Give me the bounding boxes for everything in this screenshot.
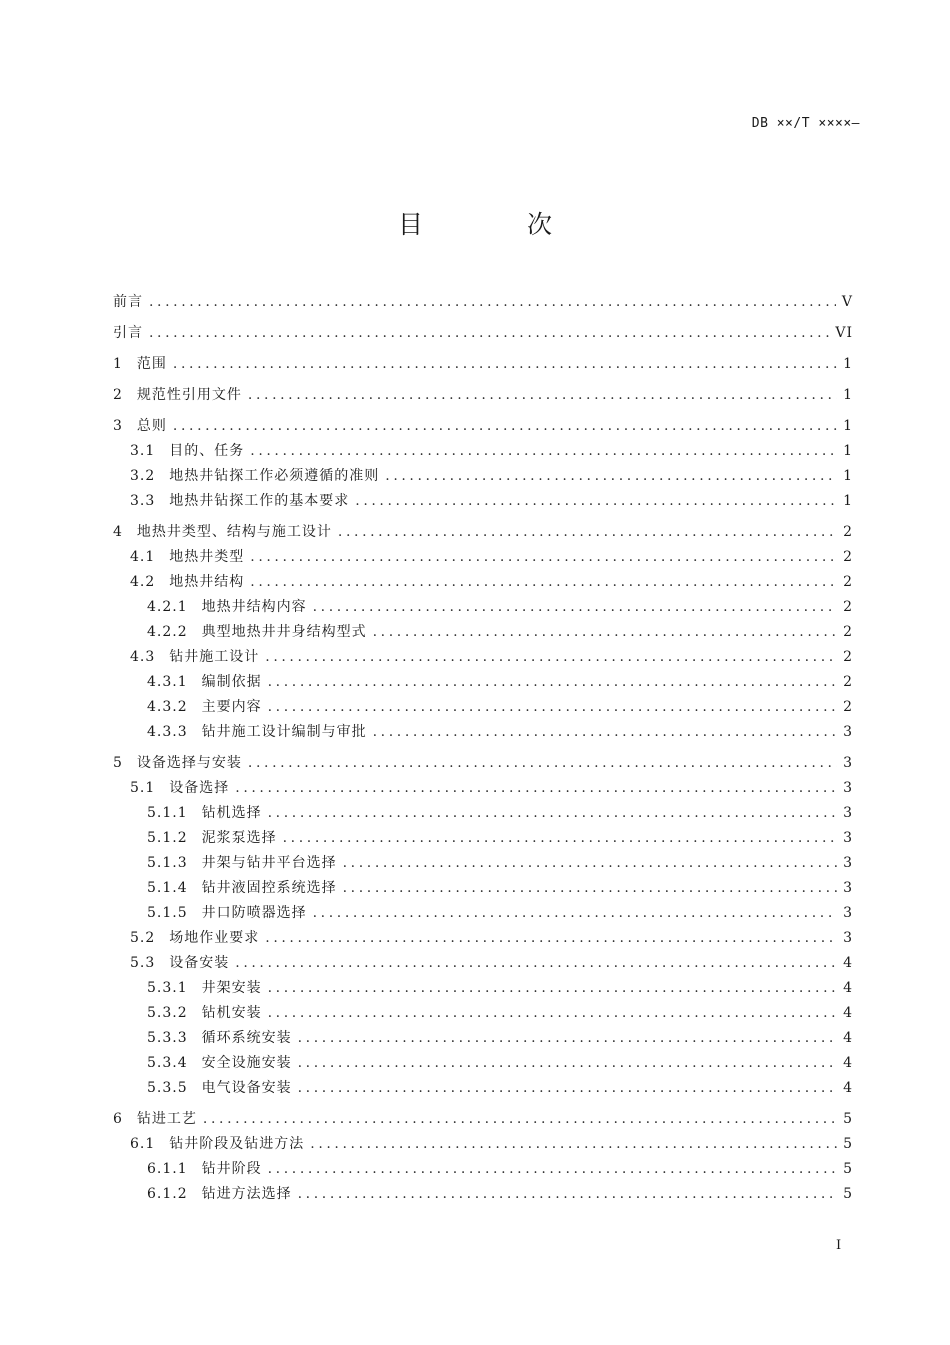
toc-entry-number: 5.1.3 bbox=[147, 855, 188, 871]
toc-entry[interactable] bbox=[113, 977, 853, 1002]
toc-entry-page: 3 bbox=[843, 805, 853, 821]
toc-entry-number: 5.1.1 bbox=[147, 805, 188, 821]
toc-entry-title: 钻井施工设计编制与审批 bbox=[201, 724, 367, 740]
toc-entry-title: 井架与钻井平台选择 bbox=[201, 855, 337, 871]
dot-leader bbox=[338, 524, 837, 540]
toc-entry[interactable] bbox=[113, 1052, 853, 1077]
toc-entry-title: 主要内容 bbox=[201, 699, 262, 715]
toc-entry[interactable] bbox=[113, 696, 853, 721]
toc-entry-number: 5.3.3 bbox=[147, 1030, 188, 1046]
dot-leader bbox=[283, 830, 837, 846]
toc-entry-page: 4 bbox=[843, 1055, 853, 1071]
toc-entry-page: 1 bbox=[843, 493, 853, 509]
dot-leader bbox=[268, 1005, 837, 1021]
toc-entry-title: 前言 bbox=[113, 294, 143, 310]
toc-entry-number: 5.2 bbox=[130, 930, 156, 946]
toc-entry[interactable] bbox=[113, 952, 853, 977]
toc-entry-title: 地热井类型、结构与施工设计 bbox=[136, 524, 332, 540]
toc-entry[interactable] bbox=[113, 291, 853, 316]
toc-entry-title: 钻井阶段及钻进方法 bbox=[169, 1136, 305, 1152]
dot-leader bbox=[268, 1161, 837, 1177]
toc-entry-page: 4 bbox=[843, 980, 853, 996]
toc-entry[interactable] bbox=[113, 521, 853, 546]
dot-leader bbox=[310, 1136, 837, 1152]
toc-entry-number: 4 bbox=[113, 524, 123, 540]
toc-entry-page: 4 bbox=[843, 1030, 853, 1046]
toc-entry-title: 目的、任务 bbox=[169, 443, 245, 459]
toc-entry-title: 总则 bbox=[136, 418, 167, 434]
dot-leader bbox=[385, 468, 837, 484]
dot-leader bbox=[298, 1055, 837, 1071]
toc-entry[interactable] bbox=[113, 802, 853, 827]
toc-entry[interactable] bbox=[113, 490, 853, 515]
toc-entry-page: 1 bbox=[843, 387, 853, 403]
dot-leader bbox=[298, 1080, 837, 1096]
toc-entry[interactable] bbox=[113, 827, 853, 852]
toc-entry-title: 地热井钻探工作的基本要求 bbox=[169, 493, 350, 509]
toc-entry[interactable] bbox=[113, 546, 853, 571]
toc-entry[interactable] bbox=[113, 877, 853, 902]
toc-entry-page: 1 bbox=[843, 356, 853, 372]
toc-entry-number: 5.3 bbox=[130, 955, 156, 971]
toc-entry-title: 井口防喷器选择 bbox=[201, 905, 307, 921]
dot-leader bbox=[373, 624, 837, 640]
toc-entry-title: 地热井结构 bbox=[169, 574, 245, 590]
toc-entry[interactable] bbox=[113, 1027, 853, 1052]
dot-leader bbox=[173, 356, 837, 372]
toc-entry-number: 6.1.2 bbox=[147, 1186, 188, 1202]
toc-entry-page: 2 bbox=[843, 699, 853, 715]
dot-leader bbox=[248, 387, 837, 403]
toc-entry-title: 设备选择 bbox=[169, 780, 230, 796]
toc-entry-number: 4.1 bbox=[130, 549, 156, 565]
dot-leader bbox=[149, 325, 829, 341]
dot-leader bbox=[235, 955, 837, 971]
toc-entry-page: 3 bbox=[843, 724, 853, 740]
toc-entry-page: 2 bbox=[843, 524, 853, 540]
toc-entry-title: 编制依据 bbox=[201, 674, 262, 690]
toc-entry-page: 2 bbox=[843, 549, 853, 565]
page-number: I bbox=[836, 1238, 842, 1253]
toc-entry-page: V bbox=[841, 294, 853, 310]
document-id: DB ××/T ××××— bbox=[751, 116, 860, 131]
toc-entry-number: 6.1.1 bbox=[147, 1161, 188, 1177]
dot-leader bbox=[298, 1030, 837, 1046]
toc-entry-page: 4 bbox=[843, 1080, 853, 1096]
dot-leader bbox=[343, 855, 837, 871]
page-title: 目 次 bbox=[398, 210, 600, 239]
toc-entry-page: 2 bbox=[843, 574, 853, 590]
toc-entry[interactable] bbox=[113, 1002, 853, 1027]
toc-entry-number: 1 bbox=[113, 356, 123, 372]
toc-entry[interactable] bbox=[113, 322, 853, 347]
dot-leader bbox=[298, 1186, 837, 1202]
toc-entry[interactable] bbox=[113, 1183, 853, 1208]
dot-leader bbox=[250, 549, 837, 565]
toc-entry-number: 4.3.1 bbox=[147, 674, 188, 690]
toc-entry[interactable] bbox=[113, 1108, 853, 1133]
toc-entry[interactable] bbox=[113, 440, 853, 465]
toc-entry-title: 钻进工艺 bbox=[136, 1111, 197, 1127]
dot-leader bbox=[268, 805, 837, 821]
dot-leader bbox=[248, 755, 837, 771]
toc-entry-title: 设备安装 bbox=[169, 955, 230, 971]
toc-entry-title: 钻机选择 bbox=[201, 805, 262, 821]
toc-entry-number: 3.3 bbox=[130, 493, 156, 509]
toc-entry-page: 2 bbox=[843, 674, 853, 690]
toc-entry-number: 6 bbox=[113, 1111, 123, 1127]
toc-entry[interactable] bbox=[113, 852, 853, 877]
toc-entry-number: 4.2.2 bbox=[147, 624, 188, 640]
toc-entry-number: 5.3.5 bbox=[147, 1080, 188, 1096]
toc-entry-page: 5 bbox=[843, 1186, 853, 1202]
toc-entry-number: 2 bbox=[113, 387, 123, 403]
toc-entry-page: 3 bbox=[843, 905, 853, 921]
toc-entry-number: 4.3.3 bbox=[147, 724, 188, 740]
toc-entry[interactable] bbox=[113, 415, 853, 440]
toc-entry-title: 引言 bbox=[113, 325, 143, 341]
dot-leader bbox=[265, 649, 837, 665]
toc-entry-page: 4 bbox=[843, 955, 853, 971]
toc-entry-title: 地热井钻探工作必须遵循的准则 bbox=[169, 468, 380, 484]
toc-entry-number: 4.3 bbox=[130, 649, 156, 665]
dot-leader bbox=[355, 493, 837, 509]
toc-entry-page: 2 bbox=[843, 649, 853, 665]
dot-leader bbox=[173, 418, 837, 434]
toc-entry-page: 3 bbox=[843, 880, 853, 896]
toc-entry-number: 4.3.2 bbox=[147, 699, 188, 715]
toc-entry-page: 1 bbox=[843, 468, 853, 484]
toc-entry-page: 5 bbox=[843, 1111, 853, 1127]
toc-entry-title: 规范性引用文件 bbox=[136, 387, 242, 403]
toc-entry-title: 钻井施工设计 bbox=[169, 649, 260, 665]
dot-leader bbox=[313, 905, 837, 921]
toc-entry-page: VI bbox=[835, 325, 853, 341]
toc-entry[interactable] bbox=[113, 902, 853, 927]
toc-entry-page: 2 bbox=[843, 624, 853, 640]
toc-entry[interactable] bbox=[113, 1077, 853, 1102]
toc-entry[interactable] bbox=[113, 721, 853, 746]
toc-entry-number: 6.1 bbox=[130, 1136, 156, 1152]
toc-entry-page: 5 bbox=[843, 1136, 853, 1152]
toc-entry[interactable] bbox=[113, 384, 853, 409]
toc-entry-title: 井架安装 bbox=[201, 980, 262, 996]
toc-entry[interactable] bbox=[113, 777, 853, 802]
toc-entry-page: 3 bbox=[843, 780, 853, 796]
toc-entry-title: 钻井阶段 bbox=[201, 1161, 262, 1177]
toc-entry-number: 3.1 bbox=[130, 443, 156, 459]
toc-entry-page: 2 bbox=[843, 599, 853, 615]
dot-leader bbox=[203, 1111, 837, 1127]
toc-entry-title: 地热井类型 bbox=[169, 549, 245, 565]
dot-leader bbox=[268, 980, 837, 996]
dot-leader bbox=[373, 724, 837, 740]
toc-entry[interactable] bbox=[113, 596, 853, 621]
toc-entry[interactable] bbox=[113, 752, 853, 777]
toc-entry[interactable] bbox=[113, 1133, 853, 1158]
dot-leader bbox=[313, 599, 837, 615]
toc-entry[interactable] bbox=[113, 646, 853, 671]
toc-entry-number: 3 bbox=[113, 418, 123, 434]
toc-entry-title: 电气设备安装 bbox=[201, 1080, 292, 1096]
toc-entry-number: 5.1.5 bbox=[147, 905, 188, 921]
toc-entry-number: 5.3.1 bbox=[147, 980, 188, 996]
toc-entry-number: 3.2 bbox=[130, 468, 156, 484]
toc-entry-title: 安全设施安装 bbox=[201, 1055, 292, 1071]
toc-entry-page: 3 bbox=[843, 855, 853, 871]
toc-entry-page: 3 bbox=[843, 830, 853, 846]
toc-entry-number: 5 bbox=[113, 755, 123, 771]
toc-entry-page: 5 bbox=[843, 1161, 853, 1177]
toc-entry[interactable] bbox=[113, 621, 853, 646]
toc-entry-title: 钻进方法选择 bbox=[201, 1186, 292, 1202]
toc-entry-title: 设备选择与安装 bbox=[136, 755, 242, 771]
toc-entry-number: 5.1.2 bbox=[147, 830, 188, 846]
toc-entry-page: 4 bbox=[843, 1005, 853, 1021]
toc-entry-title: 钻井液固控系统选择 bbox=[201, 880, 337, 896]
toc-entry[interactable] bbox=[113, 1158, 853, 1183]
toc-entry-number: 5.3.4 bbox=[147, 1055, 188, 1071]
dot-leader bbox=[343, 880, 837, 896]
toc-entry-page: 3 bbox=[843, 755, 853, 771]
dot-leader bbox=[268, 674, 837, 690]
toc-entry[interactable] bbox=[113, 353, 853, 378]
toc-entry-number: 5.1 bbox=[130, 780, 156, 796]
toc-entry-page: 3 bbox=[843, 930, 853, 946]
toc-entry-title: 钻机安装 bbox=[201, 1005, 262, 1021]
toc-entry-page: 1 bbox=[843, 443, 853, 459]
toc-entry[interactable] bbox=[113, 571, 853, 596]
toc-entry-title: 范围 bbox=[136, 356, 167, 372]
toc-entry-title: 泥浆泵选择 bbox=[201, 830, 277, 846]
dot-leader bbox=[268, 699, 837, 715]
toc-entry-number: 5.3.2 bbox=[147, 1005, 188, 1021]
dot-leader bbox=[235, 780, 837, 796]
toc-entry[interactable] bbox=[113, 671, 853, 696]
table-of-contents bbox=[113, 285, 853, 1208]
toc-entry-number: 4.2 bbox=[130, 574, 156, 590]
toc-entry-title: 循环系统安装 bbox=[201, 1030, 292, 1046]
dot-leader bbox=[250, 443, 837, 459]
toc-entry-number: 4.2.1 bbox=[147, 599, 188, 615]
dot-leader bbox=[149, 294, 836, 310]
toc-entry-title: 典型地热井井身结构型式 bbox=[201, 624, 367, 640]
toc-entry-number: 5.1.4 bbox=[147, 880, 188, 896]
dot-leader bbox=[265, 930, 837, 946]
toc-entry-page: 1 bbox=[843, 418, 853, 434]
toc-entry-title: 地热井结构内容 bbox=[201, 599, 307, 615]
dot-leader bbox=[250, 574, 837, 590]
toc-entry-title: 场地作业要求 bbox=[169, 930, 260, 946]
toc-entry[interactable] bbox=[113, 465, 853, 490]
toc-entry[interactable] bbox=[113, 927, 853, 952]
